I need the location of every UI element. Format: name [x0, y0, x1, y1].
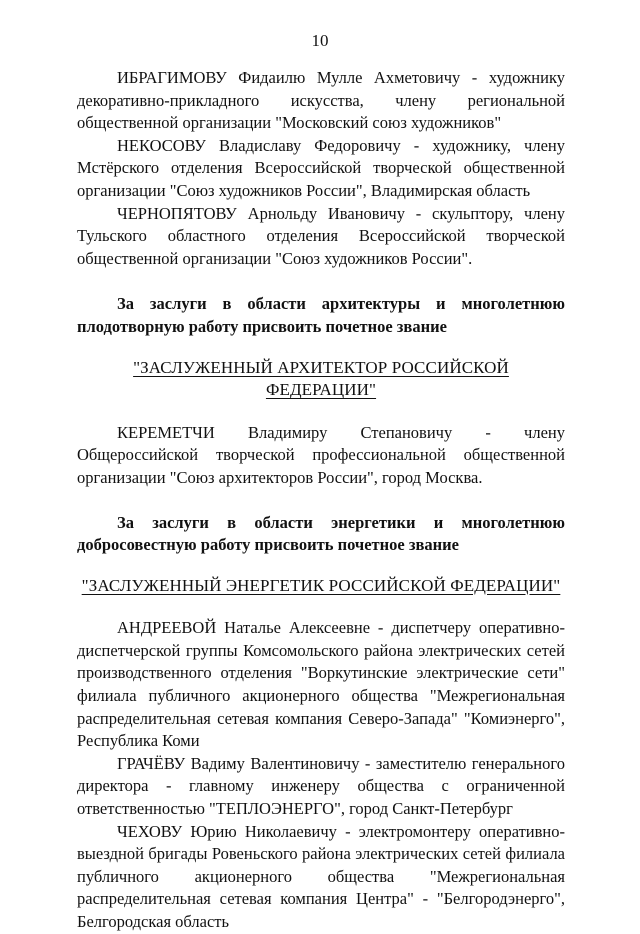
award-entry: НЕКОСОВУ Владиславу Федоровичу - художнику, члену Мстёрского отделения Всероссийской творческой общественной организации "Союз художников России", Владимирская область [77, 135, 565, 200]
title-wrap [77, 575, 565, 598]
award-entry: ЧЕРНОПЯТОВУ Арнольду Ивановичу - скульптору, члену Тульского областного отделения Всероссийской творческой общественной организации "Союз художников России". [77, 203, 565, 268]
award-intro: За заслуги в области архитектуры и многолетнюю плодотворную работу присвоить почетное звание [77, 294, 565, 336]
award-intro: За заслуги в области энергетики и многолетнюю добросовестную работу присвоить почетное звание [77, 512, 565, 555]
award-title: "ЗАСЛУЖЕННЫЙ ЭНЕРГЕТИК РОССИЙСКОЙ ФЕДЕРАЦИИ" [81, 575, 561, 595]
award-entry: КЕРЕМЕТЧИ Владимиру Степановичу - члену Общероссийской творческой профессиональной общественной организации "Союз архитекторов России", город Москва. [77, 422, 565, 487]
award-entry: ИБРАГИМОВУ Фидаилю Мулле Ахметовичу - художнику декоративно-прикладного искусства, члену региональной общественной организации "Московский союз художников" [77, 68, 565, 133]
document-body [77, 67, 565, 934]
award-entry: АНДРЕЕВОЙ Наталье Алексеевне - диспетчеру оперативно-диспетчерской группы Комсомольского района электрических сетей производственного отделения "Воркутинские электрические сети" филиала публичного акционерного общества "Межрегиональная распределительная сетевая компания Северо-Запада" "Комиэнерго", Республика Коми [77, 618, 565, 751]
award-entry: ЧЕХОВУ Юрию Николаевичу - электромонтеру оперативно-выездной бригады Ровеньского района электрических сетей филиала публичного акционерного общества "Межрегиональная распределительная сетевая компания Центра" - "Белгородэнерго", Белгородская область [77, 821, 565, 931]
page-number: 10 [311, 31, 329, 50]
award-entry: ГРАЧЁВУ Вадиму Валентиновичу - заместителю генерального директора - главному инженеру общества с ограниченной ответственностью "ТЕПЛОЭНЕРГО", город Санкт-Петербург [77, 753, 565, 819]
award-title: "ЗАСЛУЖЕННЫЙ АРХИТЕКТОР РОССИЙСКОЙ ФЕДЕРАЦИИ" [133, 357, 509, 400]
title-wrap [77, 357, 565, 402]
